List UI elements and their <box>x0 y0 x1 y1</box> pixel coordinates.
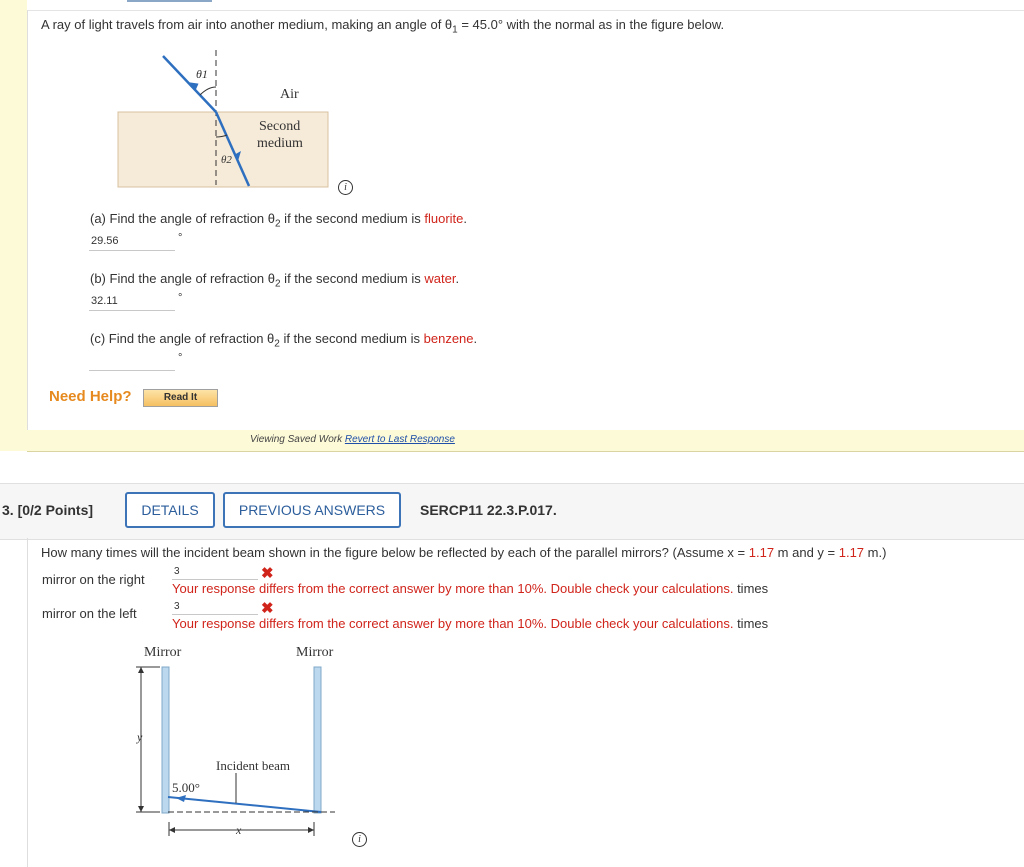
second-medium-label-2: medium <box>257 136 303 151</box>
angle-label: 5.00° <box>172 780 200 795</box>
right-mirror <box>314 667 321 813</box>
theta2-label: θ2 <box>221 154 232 166</box>
question-3-label: 3. [0/2 Points] <box>2 502 94 518</box>
y-label: y <box>137 730 143 744</box>
saved-work-bar <box>27 430 1024 452</box>
air-label: Air <box>280 87 299 102</box>
info-icon[interactable]: i <box>338 180 353 195</box>
part-a-prompt: (a) Find the angle of refraction $\theta_2$ if the second medium is fluorite. <box>90 211 468 230</box>
left-mirror <box>162 667 169 813</box>
part-b-degree-unit: ° <box>178 292 183 304</box>
top-tab-indicator <box>127 0 212 2</box>
refraction-figure <box>110 45 340 195</box>
mirror-right-label: Mirror <box>296 645 334 660</box>
previous-answers-button[interactable]: PREVIOUS ANSWERS <box>223 492 401 528</box>
revert-link[interactable]: Revert to Last Response <box>344 434 455 445</box>
read-it-button[interactable]: Read It <box>143 389 218 407</box>
saved-work-text: Viewing Saved Work Revert to Last Response <box>250 434 455 445</box>
q3-prompt: How many times will the incident beam shown in the figure below be reflected by each of the parallel mirrors? (Assume x = 1.17 m and y = 1.17 m.) <box>41 545 887 560</box>
part-c-prompt: (c) Find the angle of refraction $\theta_2$ if the second medium is benzene. <box>90 331 478 350</box>
right-mirror-label: mirror on the right <box>42 572 145 587</box>
part-a-answer-input[interactable] <box>89 231 175 251</box>
left-mirror-label: mirror on the left <box>42 606 137 621</box>
right-mirror-feedback: Your response differs from the correct answer by more than 10%. Double check your calculations. times <box>172 581 769 596</box>
x-label: x <box>236 823 242 837</box>
info-icon[interactable]: i <box>352 832 367 847</box>
details-button[interactable]: DETAILS <box>125 492 215 528</box>
incident-beam-label: Incident beam <box>216 758 290 773</box>
x-mark-icon: ✖ <box>261 565 274 582</box>
part-a-degree-unit: ° <box>178 232 183 244</box>
theta1-label: θ1 <box>196 67 208 81</box>
part-c-answer-input[interactable] <box>89 351 175 371</box>
part-b-prompt: (b) Find the angle of refraction $\theta_2$ if the second medium is water. <box>90 271 460 290</box>
q2-prompt: A ray of light travels from air into another medium, making an angle of $\theta_1 = 45.0^\circ$ with the normal as in the figure below. <box>41 17 725 36</box>
left-status-band <box>0 0 27 451</box>
second-medium-label-1: Second <box>259 119 301 134</box>
part-c-degree-unit: ° <box>178 352 183 364</box>
left-mirror-feedback: Your response differs from the correct answer by more than 10%. Double check your calculations. times <box>172 616 769 631</box>
left-mirror-input[interactable] <box>172 599 258 615</box>
need-help-label: Need Help? <box>49 388 132 405</box>
x-mark-icon: ✖ <box>261 600 274 617</box>
mirrors-figure <box>130 640 350 840</box>
right-mirror-input[interactable] <box>172 564 258 580</box>
mirror-left-label: Mirror <box>144 645 182 660</box>
part-b-answer-input[interactable] <box>89 291 175 311</box>
problem-code: SERCP11 22.3.P.017. <box>420 502 557 518</box>
